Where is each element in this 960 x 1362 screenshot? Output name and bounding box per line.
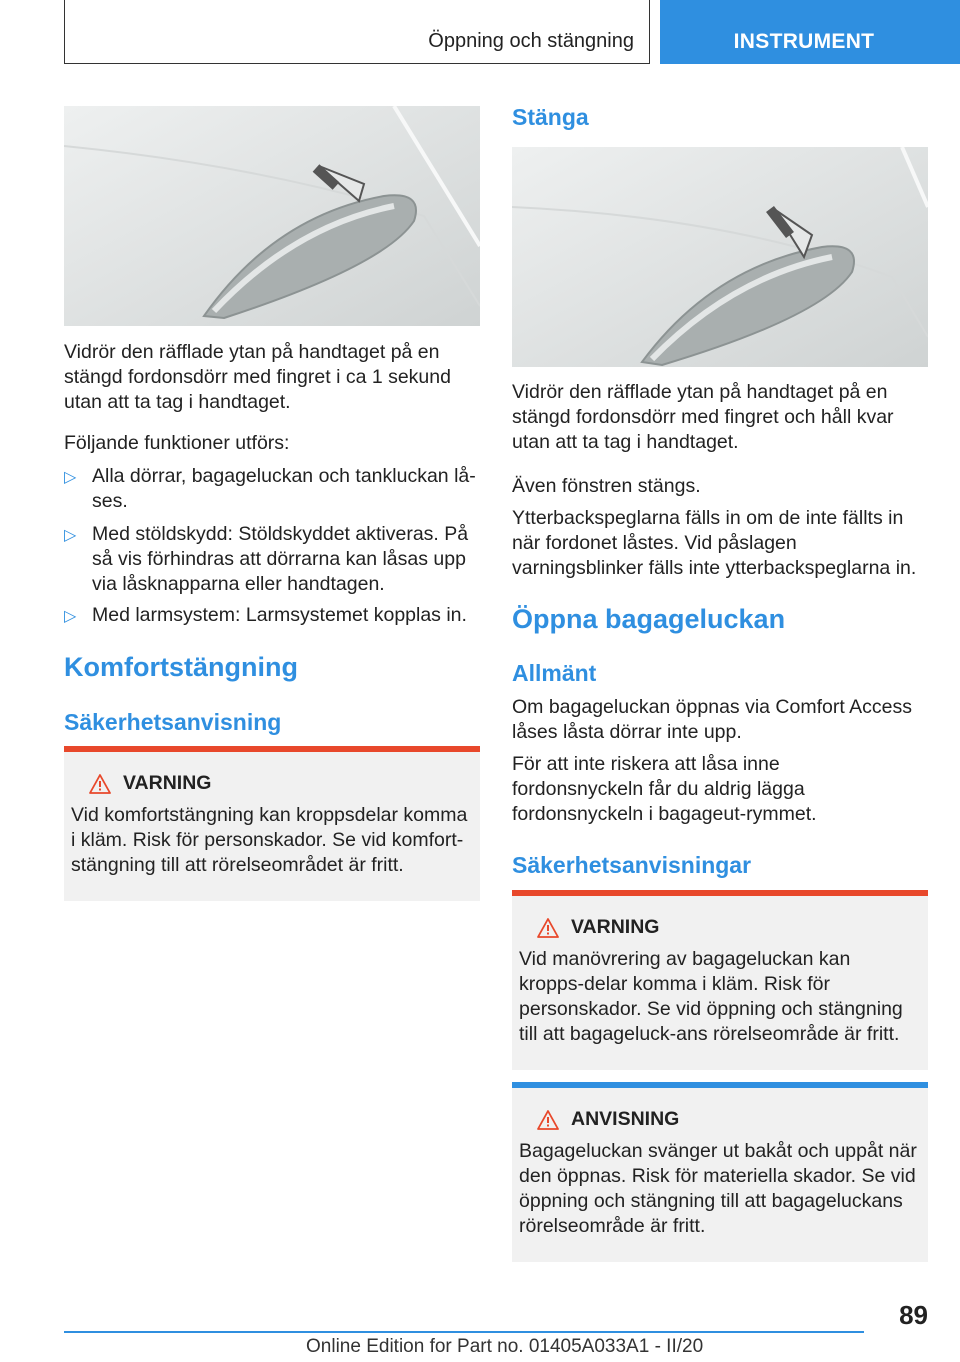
left-caption: Vidrör den räfflade ytan på handtaget på en stängd fordonsdörr med fingret i ca 1 sekund utan att ta tag i handtaget. — [64, 341, 451, 413]
warning-box — [64, 746, 480, 901]
warning-triangle-icon — [89, 774, 111, 794]
triangle-bullet-icon: ▷ — [64, 527, 77, 544]
list-item: ▷ Med stöldskydd: Stöldskyddet aktiveras. På så vis förhindras att dörrarna kan låsas upp via låsknapparna eller handtagen. — [64, 523, 469, 595]
door-handle-open-illustration — [64, 106, 480, 326]
footer-rule — [64, 1331, 864, 1333]
left-intro: Följande funktioner utförs: — [64, 432, 290, 454]
heading-komfortstangning: Komfortstängning — [64, 652, 298, 682]
triangle-bullet-icon: ▷ — [64, 608, 77, 625]
warning-triangle-icon — [537, 918, 559, 938]
notice-triangle-icon — [537, 1110, 559, 1130]
right-p4: För att inte riskera att låsa inne fordonsnyckeln får du aldrig lägga fordonsnyckeln i bagageut-rymmet. — [512, 753, 817, 825]
door-handle-close-illustration — [512, 147, 928, 367]
list-item: ▷ Med larmsystem: Larmsystemet kopplas in. — [64, 604, 467, 626]
section-title: Öppning och stängning — [428, 30, 634, 52]
heading-allmant: Allmänt — [512, 660, 597, 686]
triangle-bullet-icon: ▷ — [64, 469, 77, 486]
right-p2: Ytterbackspeglarna fälls in om de inte fällts in när fordonet låstes. Vid påslagen varningsblinker fälls inte ytterbackspeglarna in. — [512, 507, 917, 579]
warning-box — [512, 890, 928, 1070]
list-item: ▷ Alla dörrar, bagageluckan och tankluckan lå-ses. — [64, 465, 476, 512]
chapter-title: INSTRUMENT — [733, 30, 875, 53]
warning-text: Vid manövrering av bagageluckan kan kropps-delar komma i kläm. Risk för personskador. Se vid öppning och stängning till att bagageluck-ans rörelseområde är fritt. — [519, 948, 903, 1045]
warning-title: VARNING — [571, 916, 660, 938]
warning-text: Vid komfortstängning kan kroppsdelar komma i kläm. Risk för personskador. Se vid komfort-stängning till att rörelseområdet är fritt. — [71, 804, 468, 876]
footer-edition: Online Edition for Part no. 01405A033A1 - II/20 — [306, 1336, 704, 1357]
right-p3: Om bagageluckan öppnas via Comfort Access låses låsta dörrar inte upp. — [512, 696, 912, 743]
notice-box — [512, 1082, 928, 1262]
right-p1: Även fönstren stängs. — [512, 475, 701, 497]
heading-sakerhetsanvisningar: Säkerhetsanvisningar — [512, 852, 752, 878]
warning-title: VARNING — [123, 772, 212, 794]
notice-text: Bagageluckan svänger ut bakåt och uppåt när den öppnas. Risk för materiella skador. Se vid öppning och stängning till att bagageluckans rörelseområde är fritt. — [519, 1140, 917, 1237]
right-caption: Vidrör den räfflade ytan på handtaget på en stängd fordonsdörr med fingret och håll kvar utan att ta tag i handtaget. — [512, 381, 894, 453]
notice-title: ANVISNING — [571, 1108, 680, 1130]
page-number: 89 — [899, 1300, 928, 1330]
heading-sakerhetsanvisning: Säkerhetsanvisning — [64, 709, 282, 735]
heading-oppna-bagageluckan: Öppna bagageluckan — [512, 604, 786, 634]
heading-stanga: Stänga — [512, 104, 589, 130]
